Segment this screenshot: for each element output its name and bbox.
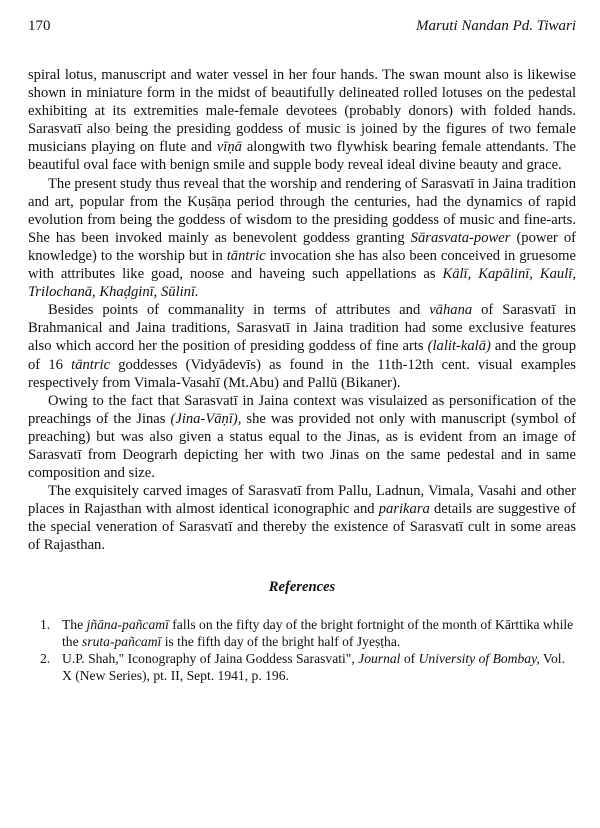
- text-run: falls on the fifty day of the bright fortnight of the month of Kārttika while the: [62, 616, 574, 649]
- italic-term: parikara: [378, 501, 430, 518]
- paragraph: [28, 175, 576, 302]
- text-run: The exquisitely carved images of Sarasvatī from Pallu, Ladnun, Vimala, Vasahi and other places in Rajasthan with almost identical iconographic and: [28, 483, 576, 518]
- italic-term: (Jina-Vāṇī),: [170, 410, 242, 427]
- italic-term: jñāna-pañcamī: [86, 616, 169, 632]
- text-run: The present study thus reveal that the worship and rendering of Sarasvatī in Jaina tradition and art, popular from the Kuṣāṇa period through the centuries, had the dynamics of rapid evolution from being the goddess of wisdom to the presiding goddess of music and fine-arts. She has been invoked mainly as benevolent goddess granting: [28, 175, 576, 246]
- italic-term: vīṇā: [216, 139, 242, 156]
- text-run: of Sarasvatī in Brahmanical and Jaina traditions, Sarasvatī in Jaina tradition had some exclusive features also which accord her the position of presiding goddess of fine arts: [28, 302, 576, 355]
- italic-term: Sārasvata-power: [410, 229, 511, 246]
- book-page: [28, 14, 576, 684]
- reference-number: 1.: [40, 616, 51, 632]
- italic-term: vāhana: [429, 302, 473, 319]
- references-heading: References: [268, 578, 336, 595]
- page-header: [28, 14, 576, 44]
- reference-number: 2.: [40, 650, 51, 666]
- paragraph: [28, 66, 576, 175]
- text-run: invocation she has also been conceived in gruesome with attributes like goad, noose and haveing such appellations as: [28, 247, 576, 283]
- italic-term: Journal: [358, 650, 401, 666]
- text-run: spiral lotus, manuscript and water vessel in her four hands. The swan mount also is likewise shown in miniature form in the midst of beautifully delineated rolled lotuses on the pedestal exhibiting at its extremities male-female devotees (probably donors) with folded hands. Sarasvatī also being the presiding goddess of music is joined by the figures of two female musicians playing on flute and: [28, 67, 576, 156]
- reference-text: [62, 616, 576, 650]
- italic-term: tāntric: [226, 247, 266, 264]
- text-run: (power of knowledge) to the worship but in: [28, 229, 576, 264]
- paragraph: [28, 482, 576, 554]
- text-run: alongwith two flywhisk bearing female attendants. The beautiful oval face with benign smile and supple body reveal ideal divine beauty and grace.: [28, 139, 576, 174]
- text-run: The: [62, 616, 87, 632]
- page-number: 170: [28, 18, 51, 34]
- text-run: is the fifth day of the bright half of Jyeṣṭha.: [161, 633, 401, 649]
- italic-term: Kālī, Kapālinī, Kaulī, Trilochanā, Khaḍginī, Sūlinī.: [28, 266, 576, 301]
- paragraph: [28, 301, 576, 391]
- running-head: Maruti Nandan Pd. Tiwari: [415, 18, 576, 34]
- reference-item: [28, 650, 576, 684]
- text-run: Owing to the fact that Sarasvatī in Jaina context was visulaized as personification of the preachings of the Jinas: [28, 392, 576, 427]
- body-text: [28, 66, 576, 555]
- text-run: she was provided not only with manuscript (symbol of preaching) but was also given a status equal to the Jinas, as is evident from an image of Sarasvatī from Deograrh depicting her with two Jinas on the same pedestal and in same composition and size.: [28, 410, 576, 482]
- reference-item: [28, 616, 576, 650]
- text-run: U.P. Shah," Iconography of Jaina Goddess Sarasvati",: [62, 650, 359, 666]
- italic-term: University of Bombay,: [418, 650, 540, 666]
- reference-text: [62, 650, 576, 684]
- text-run: details are suggestive of the special veneration of Sarasvatī and thereby the existence of Sarasvatī cult in some areas of Rajasthan.: [28, 501, 576, 554]
- text-run: Vol. X (New Series), pt. II, Sept. 1941, p. 196.: [62, 650, 565, 683]
- paragraph: [28, 392, 576, 482]
- italic-term: tāntric: [71, 356, 111, 373]
- italic-term: sruta-pañcamī: [82, 633, 162, 649]
- references-list: [28, 616, 576, 684]
- text-run: of: [400, 650, 419, 666]
- italic-term: (lalit-kalā): [427, 338, 491, 355]
- text-run: and the group of 16: [28, 338, 576, 373]
- text-run: Besides points of commanality in terms of attributes and: [48, 302, 430, 319]
- text-run: goddesses (Vidyādevīs) as found in the 11th-12th cent. visual examples respectively from Vimala-Vasahī (Mt.Abu) and Pallū (Bikaner).: [28, 356, 576, 391]
